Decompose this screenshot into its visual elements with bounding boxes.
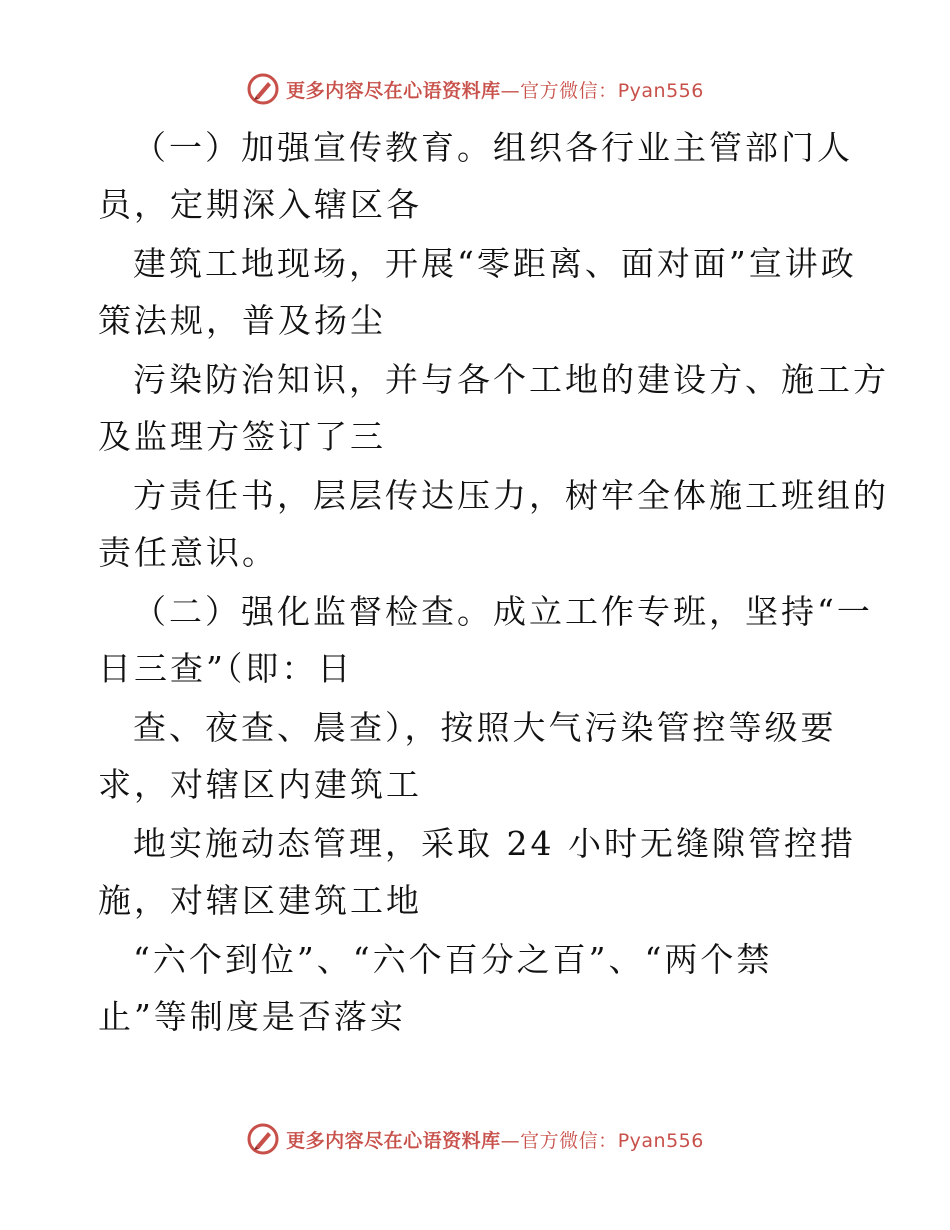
pen-logo-icon	[246, 72, 280, 106]
paragraph-line: （一）加强宣传教育。组织各行业主管部门人	[133, 128, 853, 167]
paragraph-line: 建筑工地现场，开展“零距离、面对面”宣讲政	[133, 244, 857, 283]
paragraph-line: （二）强化监督检查。成立工作专班，坚持“一	[133, 592, 873, 631]
watermark-text: 更多内容尽在心语资料库—官方微信：Pyan556	[286, 79, 704, 102]
paragraph-line: 及监理方签订了三	[98, 417, 386, 456]
paragraph-line: 策法规，普及扬尘	[98, 301, 386, 340]
paragraph-line: 地实施动态管理，采取 24 小时无缝隙管控措	[133, 824, 856, 863]
paragraph-line: 求，对辖区内建筑工	[98, 765, 422, 804]
paragraph-line: 责任意识。	[98, 533, 278, 572]
paragraph-line: 员，定期深入辖区各	[98, 185, 422, 224]
paragraph-line: 查、夜查、晨查），按照大气污染管控等级要	[133, 708, 837, 747]
watermark-text: 更多内容尽在心语资料库—官方微信：Pyan556	[286, 1129, 704, 1152]
watermark-top	[0, 72, 950, 106]
paragraph-line: 污染防治知识，并与各个工地的建设方、施工方	[133, 360, 889, 399]
paragraph-line: 方责任书，层层传达压力，树牢全体施工班组的	[133, 476, 889, 515]
watermark-bottom	[0, 1122, 950, 1156]
paragraph-line: “六个到位”、“六个百分之百”、“两个禁	[133, 940, 773, 979]
paragraph-line: 日三查”（即：日	[98, 649, 354, 688]
paragraph-line: 止”等制度是否落实	[98, 997, 406, 1036]
paragraph-line: 施，对辖区建筑工地	[98, 881, 422, 920]
pen-logo-icon	[246, 1122, 280, 1156]
